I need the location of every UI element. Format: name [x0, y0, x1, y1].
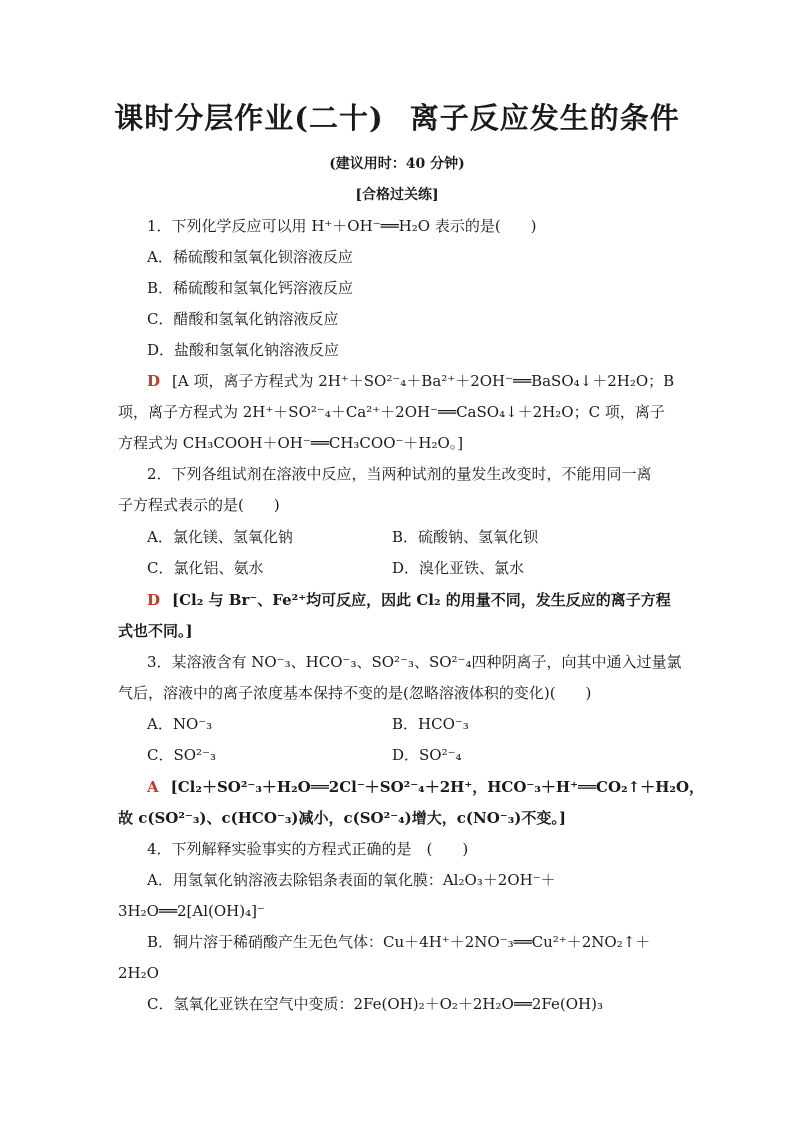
q1-option-b: B．稀硫酸和氢氧化钙溶液反应 — [147, 279, 354, 297]
q2-option-b: B．硫酸钠、氢氧化钡 — [392, 528, 539, 546]
q3-option-b: B．HCO⁻₃ — [392, 715, 469, 733]
section-heading: [合格过关练] — [355, 187, 439, 203]
q4-stem: 4．下列解释实验事实的方程式正确的是 ( ) — [147, 840, 469, 858]
q1-option-a: A．稀硫酸和氢氧化钡溶液反应 — [147, 248, 353, 266]
q2-stem-line1: 2．下列各组试剂在溶液中反应，当两种试剂的量发生改变时，不能用同一离 — [147, 465, 652, 483]
q4-option-b-line2: 2H₂O — [118, 964, 159, 982]
q3-explanation-line2: 故 c(SO²⁻₃)、c(HCO⁻₃)减小，c(SO²⁻₄)增大，c(NO⁻₃)不变。] — [118, 809, 566, 827]
q3-option-a: A．NO⁻₃ — [147, 715, 213, 733]
q4-option-b-line1: B．铜片溶于稀硝酸产生无色气体：Cu＋4H⁺＋2NO⁻₃══Cu²⁺＋2NO₂↑＋ — [147, 933, 651, 951]
q2-explanation — [147, 590, 671, 610]
q3-stem-line2: 气后，溶液中的离子浓度基本保持不变的是(忽略溶液体积的变化)( ) — [118, 684, 592, 702]
q2-option-a: A．氯化镁、氢氧化钠 — [147, 528, 293, 546]
q4-option-a-line2: 3H₂O══2[Al(OH)₄]⁻ — [118, 902, 265, 920]
q1-option-c: C．醋酸和氢氧化钠溶液反应 — [147, 310, 339, 328]
q3-stem-line1: 3．某溶液含有 NO⁻₃、HCO⁻₃、SO²⁻₃、SO²⁻₄四种阴离子，向其中通入过量氯 — [147, 653, 682, 671]
title-subtitle: 离子反应发生的条件 — [409, 101, 680, 135]
q1-explanation-line1: [A 项，离子方程式为 2H⁺＋SO²⁻₄＋Ba²⁺＋2OH⁻══BaSO₄↓＋2H₂O；B — [172, 372, 675, 390]
page-title — [0, 96, 794, 137]
q3-explanation — [147, 777, 704, 797]
q1-option-d: D．盐酸和氢氧化钠溶液反应 — [147, 341, 340, 359]
q2-stem-line2: 子方程式表示的是( ) — [118, 496, 280, 514]
q1-answer-key: D — [147, 372, 161, 390]
q3-explanation-line1: [Cl₂＋SO²⁻₃＋H₂O══2Cl⁻＋SO²⁻₄＋2H⁺，HCO⁻₃＋H⁺══CO₂↑＋H₂O， — [170, 778, 705, 796]
q2-option-c: C．氯化铝、氨水 — [147, 559, 264, 577]
q3-answer-key: A — [147, 778, 159, 796]
q3-option-c: C．SO²⁻₃ — [147, 746, 216, 764]
q2-answer-key: D — [147, 591, 161, 609]
q1-explanation-line2: 项，离子方程式为 2H⁺＋SO²⁻₄＋Ca²⁺＋2OH⁻══CaSO₄↓＋2H₂O；C 项，离子 — [118, 403, 665, 421]
q3-option-d: D．SO²⁻₄ — [392, 746, 462, 764]
q1-stem: 1．下列化学反应可以用 H⁺＋OH⁻══H₂O 表示的是( ) — [147, 217, 537, 235]
q4-option-c: C．氢氧化亚铁在空气中变质：2Fe(OH)₂＋O₂＋2H₂O══2Fe(OH)₃ — [147, 995, 603, 1013]
q1-explanation — [147, 371, 674, 391]
suggested-time: (建议用时：40 分钟) — [329, 156, 465, 172]
q4-option-a-line1: A．用氢氧化钠溶液去除铝条表面的氧化膜：Al₂O₃＋2OH⁻＋ — [147, 871, 556, 889]
q2-explanation-line2: 式也不同。] — [118, 622, 193, 640]
q2-option-d: D．溴化亚铁、氯水 — [392, 559, 525, 577]
q1-explanation-line3: 方程式为 CH₃COOH＋OH⁻══CH₃COO⁻＋H₂O。] — [118, 434, 464, 452]
title-main: 课时分层作业(二十) — [114, 101, 384, 135]
q2-explanation-line1: [Cl₂ 与 Br⁻、Fe²⁺均可反应，因此 Cl₂ 的用量不同，发生反应的离子方程 — [172, 591, 671, 609]
